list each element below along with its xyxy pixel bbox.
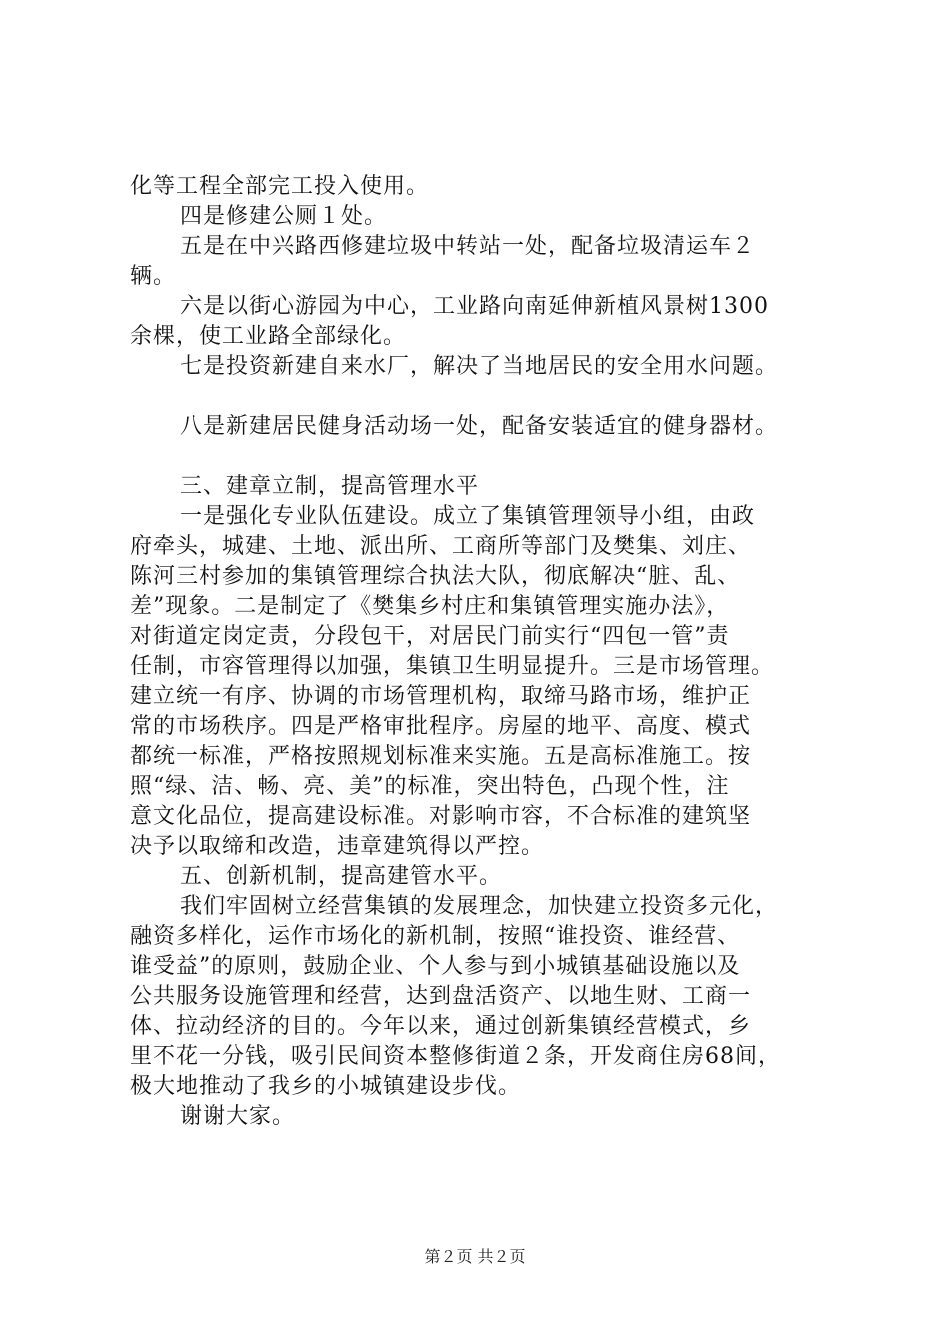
- text-line: 差”现象。二是制定了《樊集乡村庄和集镇管理实施办法》，: [130, 594, 730, 619]
- text-line: 对街道定岗定责，分段包干，对居民门前实行“四包一管”责: [130, 624, 730, 649]
- text-line: 照“绿、洁、畅、亮、美”的标准，突出特色，凸现个性，注: [130, 774, 730, 799]
- text-line: 三、建章立制，提高管理水平: [180, 474, 480, 499]
- page-footer: 第２页 共２页: [424, 1247, 526, 1266]
- text-line: 五、创新机制，提高建管水平。: [180, 864, 503, 889]
- text-line: 五是在中兴路西修建垃圾中转站一处，配备垃圾清运车２: [180, 234, 756, 259]
- text-line: 化等工程全部完工投入使用。: [130, 174, 430, 199]
- text-line: 意文化品位，提高建设标准。对影响市容，不合标准的建筑坚: [130, 804, 752, 829]
- text-line: 建立统一有序、协调的市场管理机构，取缔马路市场，维护正: [130, 684, 752, 709]
- blank-line: [130, 382, 845, 412]
- text-line: 体、拉动经济的目的。今年以来，通过创新集镇经营模式，乡: [130, 1014, 752, 1039]
- text-line: 谁受益”的原则，鼓励企业、个人参与到小城镇基础设施以及: [130, 954, 741, 979]
- text-line: 七是投资新建自来水厂，解决了当地居民的安全用水问题。: [180, 354, 779, 379]
- text-line: 余棵，使工业路全部绿化。: [130, 324, 407, 349]
- text-line: 里不花一分钱，吸引民间资本整修街道２条，开发商住房68间，: [130, 1044, 781, 1069]
- text-line: 融资多样化，运作市场化的新机制，按照“谁投资、谁经营、: [130, 924, 741, 949]
- text-line: 我们牢固树立经营集镇的发展理念，加快建立投资多元化，: [180, 894, 779, 919]
- text-line: 辆。: [130, 264, 177, 289]
- text-line: 四是修建公厕１处。: [180, 204, 388, 229]
- text-line: 都统一标准，严格按照规划标准来实施。五是高标准施工。按: [130, 744, 752, 769]
- text-line: 决予以取缔和改造，违章建筑得以严控。: [130, 834, 545, 859]
- text-line: 六是以街心游园为中心，工业路向南延伸新植风景树1300: [180, 294, 769, 319]
- text-line: 极大地推动了我乡的小城镇建设步伐。: [130, 1074, 522, 1099]
- text-line: 常的市场秩序。四是严格审批程序。房屋的地平、高度、模式: [130, 714, 752, 739]
- text-line: 任制，市容管理得以加强，集镇卫生明显提升。三是市场管理。: [130, 654, 775, 679]
- text-line: 八是新建居民健身活动场一处，配备安装适宜的健身器材。: [180, 414, 779, 439]
- text-line: 府牵头，城建、土地、派出所、工商所等部门及樊集、刘庄、: [130, 534, 752, 559]
- text-line: 谢谢大家。: [180, 1104, 296, 1129]
- text-line: 陈河三村参加的集镇管理综合执法大队，彻底解决“脏、乱、: [130, 564, 741, 589]
- text-line: 公共服务设施管理和经营，达到盘活资产、以地生财、工商一: [130, 984, 752, 1009]
- text-line: 一是强化专业队伍建设。成立了集镇管理领导小组，由政: [180, 504, 756, 529]
- document-body: [130, 172, 845, 1132]
- blank-line: [130, 442, 845, 472]
